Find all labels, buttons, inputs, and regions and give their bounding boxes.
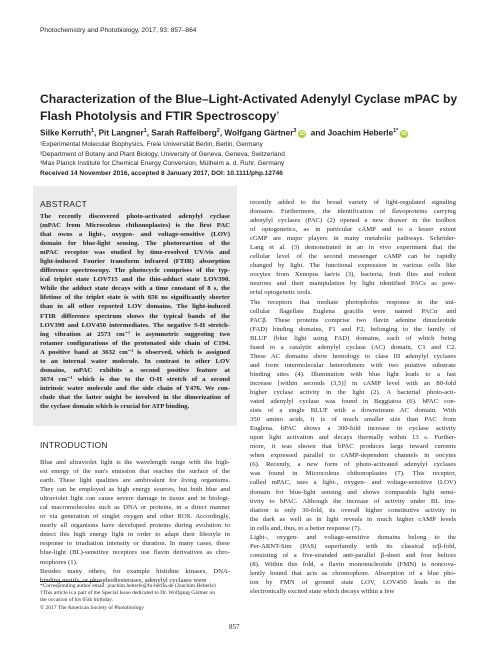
body-line: domain for blue-light sensing and shows comparable light sensi- [250,488,456,496]
right-column-text [250,198,456,596]
author-name: Sarah Raffelberg [151,128,217,138]
article-title [40,92,460,124]
journal-header: Photochemistry and Photobiology, 2017, 93: 857–864 [40,27,197,34]
introduction-body [40,458,230,585]
introduction-line: est energy of the sun's emission that reaches the surface of the [40,468,230,476]
body-line: was found in Microcoleus chthonoplastes (7). This receptor, [250,470,456,478]
introduction-line: blue-light (BL)-sensitive receptors use flavin derivatives as chro- [40,549,230,557]
title-line-1: Characterization of the Blue–Light-Activated Adenylyl Cyclase mPAC by [40,92,458,106]
body-line: called mPAC, uses a light-, oxygen- and voltage-sensitive (LOV) [250,479,456,487]
author-separator: , [94,128,99,138]
abstract-line: The recently discovered photo-activated adenylyl cyclase [40,213,230,220]
body-line: lently bound that acts as chromophore. Absorption of a blue pho- [250,569,456,577]
abstract-line: LOV390 and LOV450 intermediates. The negative S-H stretch- [40,321,230,329]
abstract-line: ing vibration at 2573 cm⁻¹ is asymmetric suggesting two [40,330,230,338]
introduction-line: mophores (1). [40,558,78,566]
abstract-line: than in all other reported LOV domains. The light-induced [40,303,230,311]
body-line: The receptors that mediate photophobic response in the uni- [250,298,456,306]
orcid-icon[interactable]: iD [299,130,305,137]
body-line: ton by FMN of ground state LOV, LOV450 leads to the [250,578,456,586]
footnote-line: †This article is a part of the Special Issue dedicated to Dr. Wolfgang Gärtner on [40,590,215,597]
footnote-line: *Corresponding author email: joachim.heberle@fu-berlin.de (Joachim Heberle) [40,583,216,589]
introduction-line: binding motifs, or phosphodiesterases, adenylyl cyclases were [40,576,207,584]
body-line: changed by light. The functional expression in various cells like [250,262,456,270]
affiliation-line: ¹Experimental Molecular Biophysics, Freie Universität Berlin, Berlin, Germany [40,141,263,148]
introduction-line: Blue and ultraviolet light is the wavelength range with the high- [40,459,230,466]
abstract-line: While the adduct state decays with a time constant of 8 s, the [40,285,230,293]
author-separator: and [308,128,328,138]
author-affiliation-mark: 1 [143,128,147,134]
abstract-line: intrinsic water molecule and the side chain of Y476. We con- [40,384,230,392]
body-line: in cells and, thus, to a better response (7). [250,524,362,532]
abstract-line: clude that the latter might be involved in the dimerization of [40,393,230,401]
body-line: PACβ. These proteins comprise two flavin adenine dinucleotide [250,316,456,324]
body-line: erful optogenetic tools. [250,289,312,297]
body-line: cellular level of the second messenger cAMP can be rapidly [250,253,456,261]
body-line: more, it was shown that bPAC produces large inward currents [250,443,456,451]
abstract-line: A positive band at 3632 cm⁻¹ is observed, which is assigned [40,348,230,356]
introduction-line: earth. These light qualities are ambivalent for living organisms. [40,477,230,485]
abstract-line: rotamer configurations of the protonated side chain of C194. [40,339,230,347]
author-name: Wolfgang Gärtner [224,128,294,138]
page-number: 857 [229,623,240,631]
body-line: fused to a catalytic adenylyl cyclase (AC) domain, C1 and C2. [250,343,456,351]
author-separator: , [146,128,152,138]
introduction-line: ultraviolet light can cause severe damage in tissue and in biologi- [40,495,230,503]
body-line: cellular flagellate Euglena gracilis were named PACα and [250,307,456,315]
body-line: vated adenylyl cyclase was found in Beggiatoa (6). bPAC con- [250,398,456,406]
introduction-line: nearly all organisms have developed proteins during evolution to [40,522,230,530]
author-affiliation-mark: 3 [293,128,297,134]
footnote-rule [40,581,100,582]
abstract-line: domains, mPAC exhibits a second positive feature at [40,366,230,374]
body-line: (8). Within this fold, a flavin mononucleotide (FMN) is noncova- [250,560,456,568]
body-line: Lang et al. (3) demonstrated in an in vivo experiment that the [250,244,456,252]
body-line: when expressed parallel to cAMP-dependent channels in oocytes [250,452,456,460]
footnote-line: © 2017 The American Society of Photobiology [40,604,144,611]
author-name: Silke Kerruth [40,128,91,138]
abstract-line: domain for blue-light sensing. The photoreaction of the [40,240,230,248]
abstract-line: mPAC receptor was studied by time-resolved UV/vis and [40,249,230,257]
body-line: and form intermolecular heterodimers with two putative substrate [250,361,456,369]
abstract-line: lifetime of the triplet state is with 656 ns significantly shorter [40,294,230,302]
abstract-line: light-induced Fourier transform infrared (FTIR) absorption [40,258,230,266]
abstract-line: the cyclase domain which is crucial for ATP binding. [40,402,190,410]
body-line: 350 amino acids, it is of much smaller size than PAC from [250,416,456,424]
abstract-line: FTIR difference spectrum shows the typical bands of the [40,312,230,320]
affiliation-line: ²Department of Botany and Plant Biology, University of Geneva, Geneva, Switzerland [40,150,285,158]
body-line: diation is only 30-fold, its overall higher constitutive activity in [250,506,456,514]
abstract-text [40,212,230,411]
abstract-line: 3674 cm⁻¹ which is due to the O-H stretch of a second [40,375,230,383]
body-line: neurons and their manipulation by light identified PACs as pow- [250,280,456,288]
body-line: consisting of a five-stranded anti-parallel β-sheet and four helices [250,551,456,559]
author-list [40,128,470,138]
abstract-line: difference spectroscopy. The photocycle comprises of the typ- [40,267,230,275]
author-affiliation-mark: 1 [90,128,95,134]
body-line: Light-, oxygen- and voltage-sensitive domains belong to the [250,533,456,541]
introduction-heading: INTRODUCTION [40,440,108,450]
author-name: Joachim Heberle [327,128,394,138]
introduction-line: They can be employed as high energy sources, but both blue and [40,486,230,494]
body-line: These AC domains show homology to class III adenylyl cyclases [250,352,456,360]
body-line: oocytes from Xenopus laevis (3), bacteria, fruit flies and rodent [250,271,456,279]
author-affiliation-mark: 1* [393,128,399,134]
body-line: Per-ARNT-Sim (PAS) superfamily with its classical α/β-fold, [250,542,456,550]
body-line: the dark as well as in light reveals in much higher cAMP levels [250,515,456,523]
introduction-line: response to irradiation intensity or duration. In many cases, these [40,540,230,548]
abstract-line: ical triplet state LOV715 and the thio-adduct state LOV390. [40,276,230,284]
title-dagger: † [276,111,280,117]
author-affiliation-mark: 2 [216,128,220,134]
footnotes [40,583,232,612]
abstract-heading: ABSTRACT [40,199,88,209]
body-line: domains. Furthermore, the identification of flavoproteins carrying [250,208,456,216]
body-line: electronically excited state which decays within a few [250,588,395,596]
body-line: sists of a single BLUF with a downstream AC domain. With [250,407,456,415]
introduction-line: cal macromolecules such as DNA or proteins, in a direct manner [40,504,230,512]
author-name: Pit Langner [98,128,144,138]
body-line: of optogenetics, as in particular cAMP and to a lesser extent [250,226,456,234]
body-line: Euglena. bPAC shows a 300-fold increase in cyclase activity [250,425,456,433]
body-line: (FAD) binding domains, F1 and F2, belonging to the family of [250,325,456,333]
body-line: cGMP are major players in many metabolic pathways. Schröder- [250,235,456,243]
author-separator: , [219,128,225,138]
body-line: BLUF (blue light using FAD) domains, each of which being [250,334,456,342]
body-line: tivity to bPAC. Although the increase of activity under BL irra- [250,497,456,505]
affiliation-line: ³Max Planck Institute for Chemical Energy Conversion, Mülheim a. d. Ruhr, Germany [40,160,285,168]
body-line: (6). Recently, a new form of photo-activated adenylyl cyclases [250,461,456,469]
introduction-line: or via generation of singlet oxygen and other ROS. Accordingly, [40,513,230,521]
introduction-line: detect this high energy light in order to adapt their lifestyle in [40,531,230,539]
title-line-2: Flash Photolysis and FTIR Spectroscopy† [40,109,280,124]
body-line: increase [within seconds (3,5)] in cAMP level with an 80-fold [250,379,456,387]
footnote-line: the occasion of his 65th birthday. [40,597,113,604]
introduction-line: Besides many others, for example histidine kinases, DNA- [40,567,230,575]
abstract-line: to an internal water molecule. In contrast to other LOV [40,357,230,365]
body-line: higher cyclase activity in the light (2). A bacterial photo-acti- [250,388,456,396]
orcid-icon[interactable]: iD [401,130,407,137]
affiliations [40,140,285,169]
body-line: adenylyl cyclases (PAC) (2) opened a new drawer in the toolbox [250,217,456,225]
received-line: Received 14 November 2016, accepted 8 January 2017, DOI: 10.1111/php.12746 [40,170,283,177]
body-line: upon light activation and decays thermally within 13 s. Further- [250,434,456,442]
body-line: binding sites (4). Illumination with blue light leads to a fast [250,370,456,378]
body-line: recently added to the broad variety of light-regulated signaling [250,199,456,206]
abstract-line: (mPAC from Microcoleus chthonoplastes) is the first PAC [40,222,230,230]
abstract-line: that owns a light-, oxygen- and voltage-sensitive (LOV) [40,231,230,239]
